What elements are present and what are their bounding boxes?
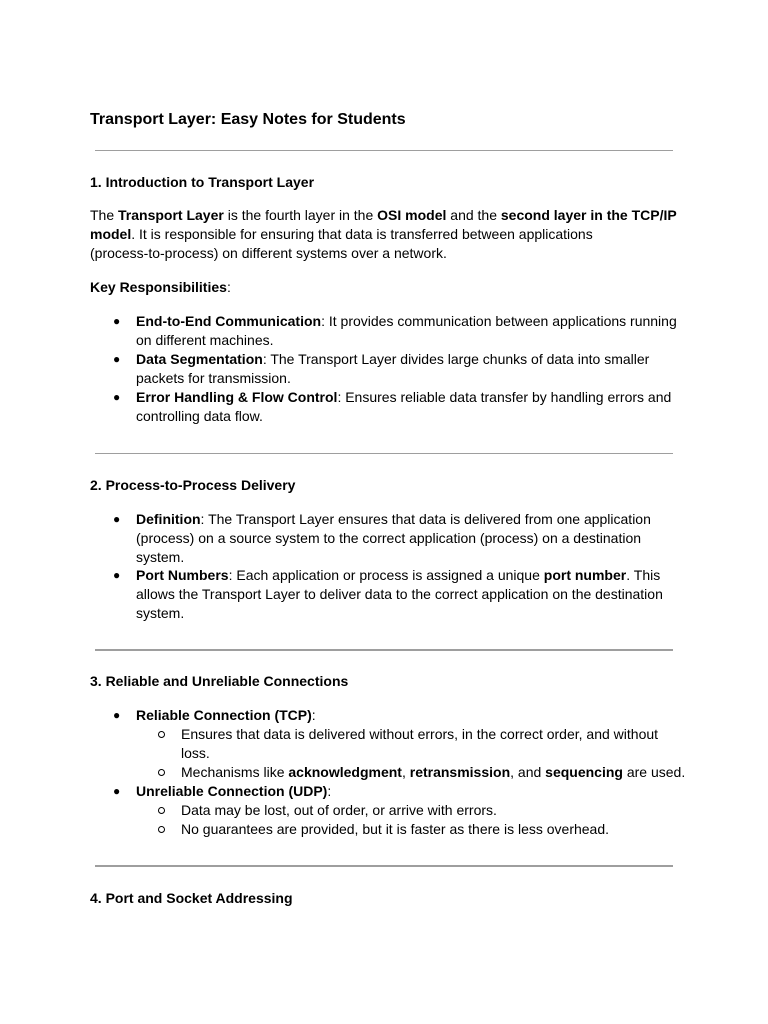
circle-bullet-icon xyxy=(158,769,165,776)
sub-list-item: Ensures that data is delivered without errors, in the correct order, and without loss. xyxy=(181,726,659,761)
list-item: Data Segmentation: The Transport Layer divides large chunks of data into smaller packets for transmission. xyxy=(136,351,650,386)
section-4-heading: 4. Port and Socket Addressing xyxy=(90,890,293,906)
divider xyxy=(95,865,673,867)
section-3-heading: 3. Reliable and Unreliable Connections xyxy=(90,673,349,689)
divider xyxy=(95,150,673,151)
list-item: Unreliable Connection (UDP): xyxy=(136,783,332,799)
bullet-icon: ● xyxy=(113,784,121,798)
bullet-icon: ● xyxy=(113,708,121,722)
section-2-heading: 2. Process-to-Process Delivery xyxy=(90,477,296,493)
key-responsibilities-label: Key Responsibilities: xyxy=(90,279,231,295)
circle-bullet-icon xyxy=(158,807,165,814)
divider xyxy=(95,649,673,651)
bullet-icon: ● xyxy=(113,352,121,366)
divider xyxy=(95,453,673,454)
bullet-icon: ● xyxy=(113,390,121,404)
list-item: End-to-End Communication: It provides communication between applications running on different machines. xyxy=(136,313,677,348)
bullet-icon: ● xyxy=(113,512,121,526)
section-1-heading: 1. Introduction to Transport Layer xyxy=(90,174,315,190)
section-1-intro: The Transport Layer is the fourth layer in the OSI model and the second layer in the TCP/IP model. It is responsible for ensuring that data is transferred between applications (process-to-process) on different systems over a network. xyxy=(90,207,677,261)
bullet-icon: ● xyxy=(113,568,121,582)
sub-list-item: No guarantees are provided, but it is faster as there is less overhead. xyxy=(181,821,610,837)
circle-bullet-icon xyxy=(158,731,165,738)
document-title: Transport Layer: Easy Notes for Students xyxy=(90,111,406,128)
sub-list-item: Data may be lost, out of order, or arrive with errors. xyxy=(181,802,497,818)
sub-list-item: Mechanisms like acknowledgment, retransmission, and sequencing are used. xyxy=(181,764,686,780)
list-item: Port Numbers: Each application or process is assigned a unique port number. This allows the Transport Layer to deliver data to the correct application on the destination system. xyxy=(136,567,663,621)
list-item: Definition: The Transport Layer ensures that data is delivered from one application (process) on a source system to the correct application (process) on a destination system. xyxy=(136,511,651,565)
list-item: Reliable Connection (TCP): xyxy=(136,707,316,723)
circle-bullet-icon xyxy=(158,826,165,833)
list-item: Error Handling & Flow Control: Ensures reliable data transfer by handling errors and controlling data flow. xyxy=(136,389,672,424)
bullet-icon: ● xyxy=(113,314,121,328)
